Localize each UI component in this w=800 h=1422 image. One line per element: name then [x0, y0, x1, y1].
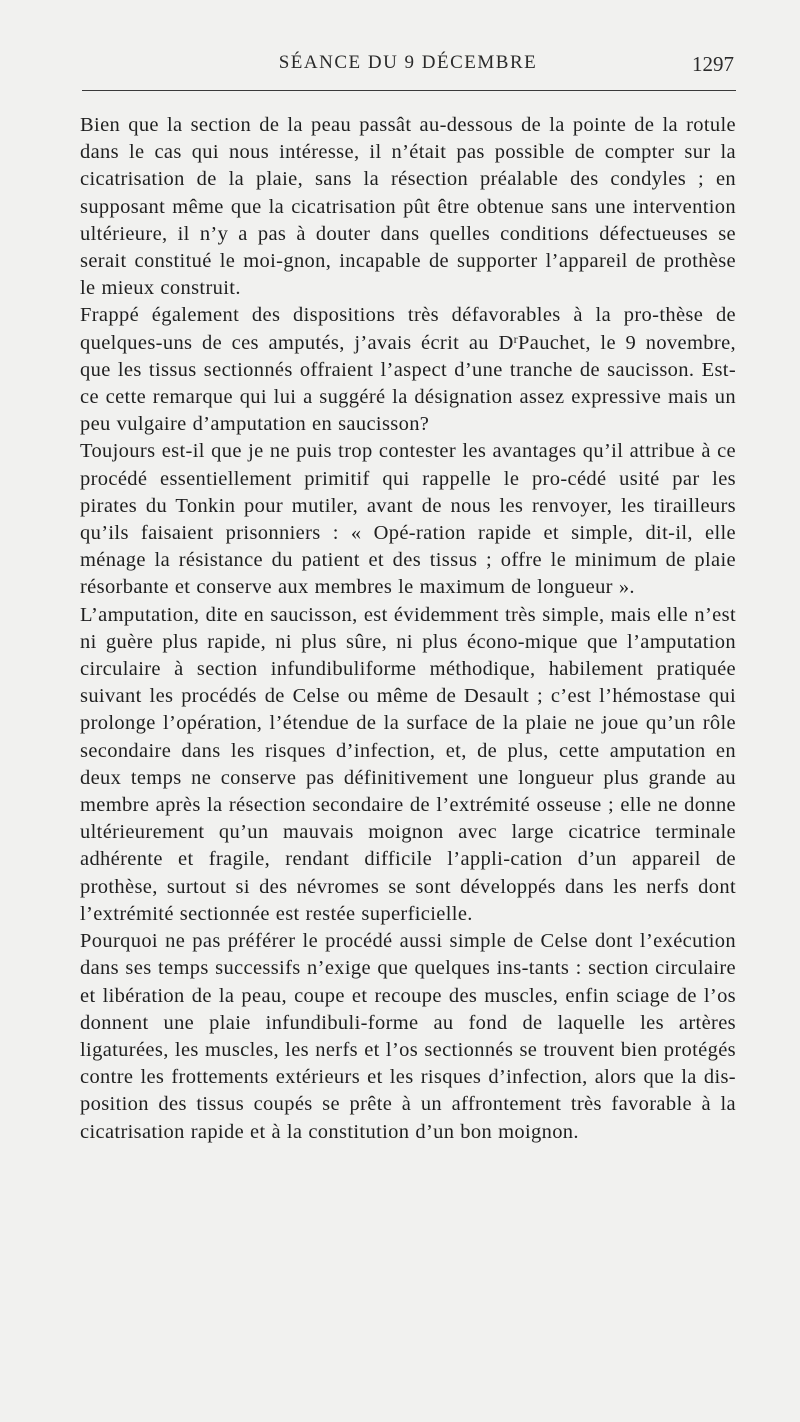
header-rule — [82, 90, 736, 91]
paragraph-2-part-2: Pauchet, le 9 novembre, que les tissus sectionnés offraient l’aspect d’une tranche de saucisson. Est-ce cette remarque qui lui a suggéré la désignation assez expressive mais un peu vulgaire d’amputation en saucisson? — [80, 331, 736, 436]
paragraph-5: Pourquoi ne pas préférer le procédé aussi simple de Celse dont l’exécution dans ses temps successifs n’exige que quelques ins-tants : section circulaire et libération de la peau, coupe et recoupe des muscles, enfin sciage de l’os donnent une plaie infundibuli-forme au fond de laquelle les artères ligaturées, les muscles, les nerfs et l’os sectionnés se trouvent bien protégés contre les frottements extérieurs et les risques d’infection, alors que la dis-position des tissus coupés se prête à un affrontement très favorable à la cicatrisation rapide et à la constitution d’un bon moignon. — [80, 930, 736, 1143]
page-number: 1297 — [692, 52, 734, 76]
paragraph-2-part-1: Frappé également des dispositions très défavorables à la pro-thèse de quelques-uns de ces amputés, j’avais écrit au D — [80, 304, 736, 354]
running-title: SÉANCE DU 9 DÉCEMBRE — [278, 52, 538, 73]
superscript-r: r — [513, 331, 518, 346]
paragraph-1: Bien que la section de la peau passât au-dessous de la pointe de la rotule dans le cas qui nous intéresse, il n’était pas possible de compter sur la cicatrisation de la plaie, sans la résection préalable des condyles ; en supposant même que la cicatrisation pût être obtenue sans une intervention ultérieure, il n’y a pas à douter dans quelles conditions défectueuses se serait constitué le moi-gnon, incapable de supporter l’appareil de prothèse le mieux construit. — [80, 114, 736, 300]
page-header — [80, 52, 736, 82]
paragraph-2 — [80, 302, 736, 438]
paragraph-3: Toujours est-il que je ne puis trop contester les avantages qu’il attribue à ce procédé essentiellement primitif qui rappelle le pro-cédé usité par les pirates du Tonkin pour mutiler, avant de nous les renvoyer, les tirailleurs qu’ils faisaient prisonniers : « Opé-ration rapide et simple, dit-il, elle ménage la résistance du patient et des tissus ; offre le minimum de plaie résorbante et conserve aux membres le maximum de longueur ». — [80, 440, 736, 599]
paragraph-4: L’amputation, dite en saucisson, est évidemment très simple, mais elle n’est ni guère plus rapide, ni plus sûre, ni plus écono-mique que l’amputation circulaire à section infundibuliforme méthodique, habilement pratiquée suivant les procédés de Celse ou même de Desault ; c’est l’hémostase qui prolonge l’opération, l’étendue de la surface de la plaie ne joue qu’un rôle secondaire dans les risques d’infection, et, de plus, cette amputation en deux temps ne conserve pas définitivement une longueur plus grande au membre après la résection secondaire de l’extrémité osseuse ; elle ne donne ultérieurement qu’un mauvais moignon avec large cicatrice terminale adhérente et fragile, rendant difficile l’appli-cation d’un appareil de prothèse, surtout si des névromes se sont développés dans les nerfs dont l’extrémité sectionnée est restée superficielle. — [80, 603, 736, 925]
body-text — [80, 112, 736, 1146]
